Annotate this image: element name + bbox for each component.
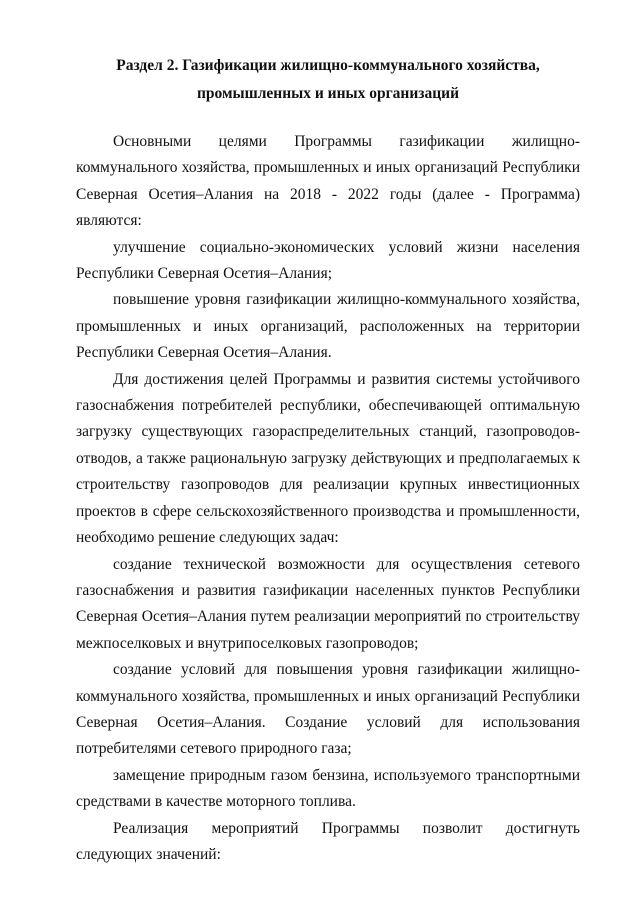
paragraph-goal-living-conditions: улучшение социально-экономических условий жизни населения Республики Северная Осетия–Алания;: [76, 238, 580, 283]
paragraph-results-intro: Реализация мероприятий Программы позволит достигнуть следующих значений:: [76, 819, 580, 863]
section-title-line-1: Раздел 2. Газификации жилищно-коммунального хозяйства,: [116, 57, 540, 74]
paragraph-task-conditions: создание условий для повышения уровня газификации жилищно-коммунального хозяйства, промышленных и иных организаций Республики Северная Осетия–Алания. Создание условий для использования потребителями сетевого природного газа;: [76, 661, 580, 758]
paragraph-tasks-intro: Для достижения целей Программы и развития системы устойчивого газоснабжения потребителей республики, обеспечивающей оптимальную загрузку существующих газораспределительных станций, газопроводов-отводов, а также рациональную загрузку действующих и предполагаемых к строительству газопроводов для реализации крупных инвестиционных проектов в сфере сельскохозяйственного производства и промышленности, необходимо решение следующих задач:: [76, 370, 580, 547]
section-title: [76, 52, 580, 108]
document-page: [76, 52, 580, 868]
paragraph-task-technical-capability: создание технической возможности для осуществления сетевого газоснабжения и развития газификации населенных пунктов Республики Северная Осетия–Алания путем реализации мероприятий по строительству межпоселковых и внутрипоселковых газопроводов;: [76, 555, 580, 652]
paragraph-goal-gasification-level: повышение уровня газификации жилищно-коммунального хозяйства, промышленных и иных организаций, расположенных на территории Республики Северная Осетия–Алания.: [76, 291, 580, 362]
section-title-line-2: промышленных и иных организаций: [196, 85, 460, 102]
paragraph-goals-intro: Основными целями Программы газификации жилищно-коммунального хозяйства, промышленных и иных организаций Республики Северная Осетия–Алания на 2018 - 2022 годы (далее - Программа) являются:: [76, 133, 580, 230]
paragraph-task-fuel-replacement: замещение природным газом бензина, используемого транспортными средствами в качестве моторного топлива.: [76, 766, 580, 811]
